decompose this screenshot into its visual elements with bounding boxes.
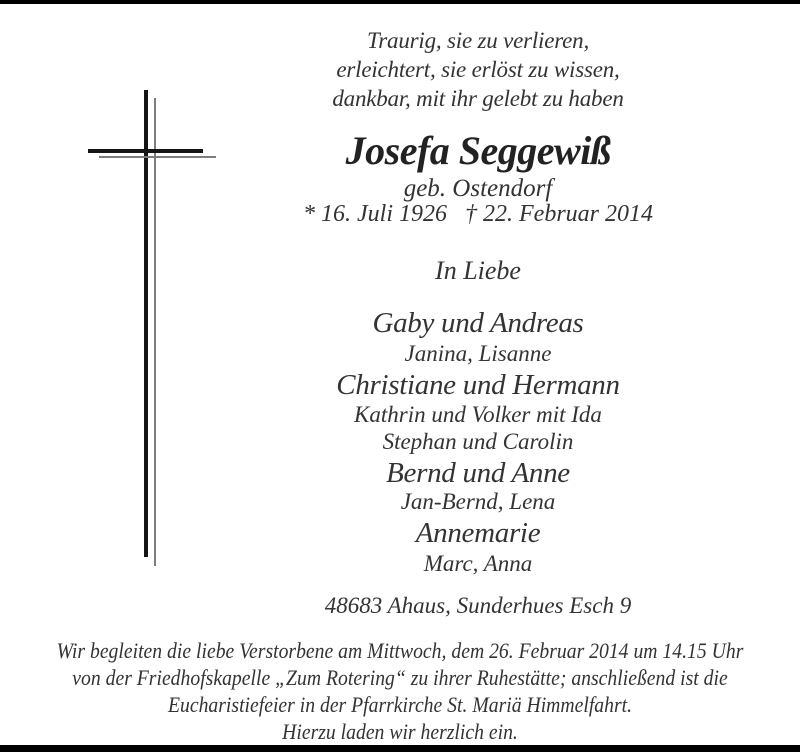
birth-date: * 16. Juli 1926	[303, 201, 447, 227]
funeral-announcement	[0, 637, 800, 745]
maiden-name: geb. Ostendorf	[403, 175, 553, 202]
salutation: In Liebe	[435, 256, 521, 285]
funeral-line-1: Wir begleiten die liebe Verstorbene am Mittwoch, dem 26. Februar 2014 um 14.15 Uhr	[56, 638, 744, 663]
epitaph-line-3: dankbar, mit ihr gelebt zu haben	[332, 86, 624, 111]
epitaph-line-2: erleichtert, sie erlöst zu wissen,	[336, 57, 620, 82]
address-line: 48683 Ahaus, Sunderhues Esch 9	[324, 593, 632, 618]
mourner-line: Kathrin und Volker mit Ida	[354, 402, 602, 427]
top-divider-bar	[0, 0, 800, 4]
life-dates	[156, 201, 800, 228]
funeral-line-3: Eucharistiefeier in der Pfarrkirche St. Mariä Himmelfahrt.	[167, 692, 633, 717]
mourner-line: Marc, Anna	[423, 551, 533, 576]
bottom-divider-bar	[0, 745, 800, 752]
mourner-line: Bernd und Anne	[386, 457, 570, 489]
funeral-line-2: von der Friedhofskapelle „Zum Rotering“ zu ihrer Ruhestätte; anschließend ist die	[72, 665, 728, 690]
mourner-line: Gaby und Andreas	[372, 307, 584, 339]
cross-vertical-line	[144, 90, 148, 557]
mourner-line: Jan-Bernd, Lena	[400, 489, 556, 514]
mourner-line: Christiane und Hermann	[336, 369, 620, 401]
epitaph-line-1: Traurig, sie zu verlieren,	[366, 28, 590, 53]
deceased-name: Josefa Seggewiß	[345, 128, 611, 173]
mourner-line: Janina, Lisanne	[404, 341, 552, 366]
mourner-line: Annemarie	[415, 517, 541, 549]
mourner-line: Stephan und Carolin	[382, 429, 574, 454]
death-date: † 22. Februar 2014	[465, 201, 653, 227]
funeral-line-4: Hierzu laden wir herzlich ein.	[282, 719, 518, 744]
